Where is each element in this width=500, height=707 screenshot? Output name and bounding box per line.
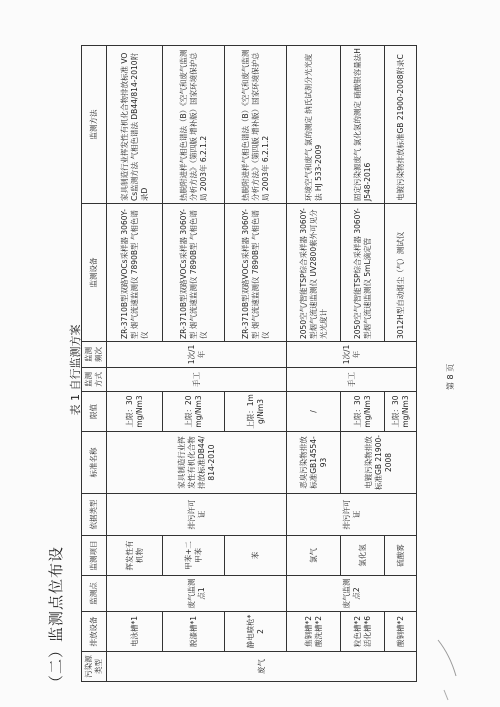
header-cell: 监测点 bbox=[82, 576, 107, 612]
item-cell: 氯气 bbox=[287, 536, 341, 576]
header-cell: 限值 bbox=[82, 392, 107, 432]
standard-cell: 电镀污染物排放标准GB 21900-2008 bbox=[341, 432, 417, 494]
equipment-cell: 脱漆槽*1 bbox=[163, 612, 225, 652]
method-cell: 热脱附进样气相色谱法（B）《空气和废气监测分析方法》（第四版 增补版）国家环境保护总局 2003年 6.2.1.2 bbox=[225, 46, 287, 204]
method-cell: 环境空气和废气 氯的测定 纳氏试剂分光光度法 HJ 533-2009 bbox=[287, 46, 341, 204]
header-cell: 监测频次 bbox=[82, 342, 107, 368]
device-cell: ZR-3710B型双路VOCs采样器 3060Y-型 烟气流速监测仪 7890B型 气相色谱仪 bbox=[163, 204, 225, 342]
device-cell: 2050空气/智能TSP综合采样器 3060Y-型烟气流速监测仪 5mL滴定管 bbox=[341, 204, 385, 342]
header-cell: 监测方法 bbox=[82, 46, 107, 204]
mode-cell: 手工 bbox=[287, 368, 417, 392]
method-cell: 固定污染源废气 氯化氢的测定 硝酸银容量法HJ548-2016 bbox=[341, 46, 385, 204]
pencil-stroke bbox=[438, 640, 456, 676]
limit-cell: / bbox=[287, 392, 341, 432]
equipment-cell: 静电喷枪*2 bbox=[225, 612, 287, 652]
monitoring-point-cell: 废气监测点1 bbox=[107, 576, 287, 612]
basis-cell: 排污许可证 bbox=[107, 494, 287, 536]
header-cell: 标准名称 bbox=[82, 432, 107, 494]
header-cell: 监测方式 bbox=[82, 368, 107, 392]
limit-cell: 上限：20mg/Nm3 bbox=[163, 392, 225, 432]
header-cell: 依据类型 bbox=[82, 494, 107, 536]
method-cell: 家具制造行业挥发性有机化合物排放标准 VOCs监测方法 气相色谱法 DB44/814-2010附录D bbox=[107, 46, 163, 204]
limit-cell: 上限：1mg/Nm3 bbox=[225, 392, 287, 432]
limit-cell: 上限：30mg/Nm3 bbox=[385, 392, 417, 432]
item-cell: 挥发性有机物 bbox=[107, 536, 163, 576]
item-cell: 苯 bbox=[225, 536, 287, 576]
method-cell: 电镀污染物排放标准GB 21900-2008附录C bbox=[385, 46, 417, 204]
frequency-cell: 1次/1年 bbox=[107, 342, 287, 368]
device-cell: ZR-3710B型双路VOCs采样器 3060Y-型 烟气流速监测仪 7890B型 气相色谱仪 bbox=[107, 204, 163, 342]
standard-cell: 恶臭污染物排放标准GB14554-93 bbox=[287, 432, 341, 494]
source-type-cell: 废气 bbox=[107, 652, 417, 682]
monitoring-point-cell: 废气监测点2 bbox=[287, 576, 417, 612]
header-cell: 监测项目 bbox=[82, 536, 107, 576]
header-cell: 排放设备 bbox=[82, 612, 107, 652]
pencil-stroke bbox=[444, 690, 448, 700]
table-title: 表 1 自行监测方案 bbox=[69, 324, 82, 416]
section-title: （二）监测点位布设 bbox=[47, 545, 65, 690]
basis-cell: 排污许可证 bbox=[287, 494, 417, 536]
equipment-cell: 电泳槽*1 bbox=[107, 612, 163, 652]
item-cell: 氯化氢 bbox=[341, 536, 385, 576]
mode-cell: 手工 bbox=[107, 368, 287, 392]
item-cell: 硫酸雾 bbox=[385, 536, 417, 576]
frequency-cell: 1次/1年 bbox=[287, 342, 417, 368]
item-cell: 甲苯+二甲苯 bbox=[163, 536, 225, 576]
equipment-cell: 酸铜槽*2 bbox=[385, 612, 417, 652]
limit-cell: 上限：30mg/Nm3 bbox=[341, 392, 385, 432]
limit-cell: 上限：30mg/Nm3 bbox=[107, 392, 163, 432]
equipment-cell: 焦铜槽*2 酸洗槽*2 bbox=[287, 612, 341, 652]
page-number: 第 8 页 bbox=[446, 363, 455, 390]
standard-cell: 家具制造行业挥发性有机化合物排放标准DB44/814-2010 bbox=[107, 432, 287, 494]
device-cell: 3012H型自动烟尘（气）测试仪 bbox=[385, 204, 417, 342]
method-cell: 热脱附进样气相色谱法（B）《空气和废气监测分析方法》（第四版 增补版）国家环境保护总局 2003年 6.2.1.2 bbox=[163, 46, 225, 204]
header-cell: 监测设备 bbox=[82, 204, 107, 342]
device-cell: 2050空气/智能TSP综合采样器 3060Y-型烟气流速监测仪 UV2800紫外可见分光光度计 bbox=[287, 204, 341, 342]
equipment-cell: 粒色槽*2 活化槽*6 bbox=[341, 612, 385, 652]
header-cell: 污染源类型 bbox=[82, 652, 107, 682]
device-cell: ZR-3710B型双路VOCs采样器 3060Y-型 烟气流速监测仪 7890B型 气相色谱仪 bbox=[225, 204, 287, 342]
